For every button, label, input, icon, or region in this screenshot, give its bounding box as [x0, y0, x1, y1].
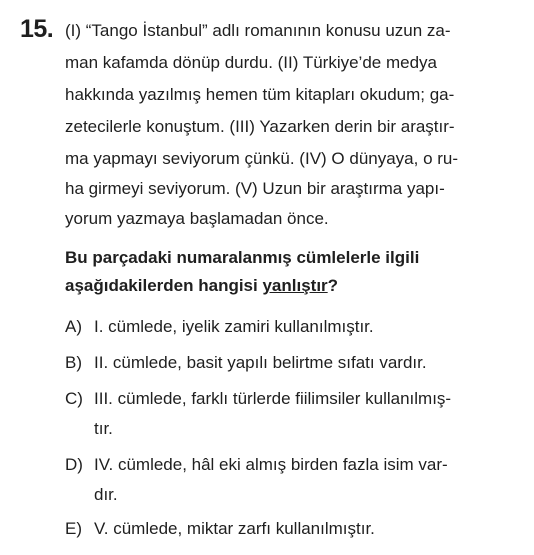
option-d-text[interactable]: IV. cümlede, hâl eki almış birden fazla isim var-: [94, 455, 448, 474]
passage-line: yorum yazmaya başlamadan önce.: [65, 209, 329, 228]
option-b-letter[interactable]: B): [65, 353, 82, 372]
passage-line: ma yapmayı seviyorum çünkü. (IV) O dünyaya, o ru-: [65, 149, 459, 168]
option-b-text[interactable]: II. cümlede, basit yapılı belirtme sıfatı vardır.: [94, 353, 427, 372]
option-a-text[interactable]: I. cümlede, iyelik zamiri kullanılmıştır.: [94, 317, 374, 336]
option-c-letter[interactable]: C): [65, 389, 83, 408]
option-d-letter[interactable]: D): [65, 455, 83, 474]
option-c-text-cont[interactable]: tır.: [94, 419, 113, 438]
option-c-text[interactable]: III. cümlede, farklı türlerde fiilimsiler kullanılmış-: [94, 389, 452, 408]
passage-line: zetecilerle konuştum. (III) Yazarken derin bir araştır-: [65, 117, 455, 136]
option-d-text-cont[interactable]: dır.: [94, 485, 118, 504]
question-line: [65, 275, 338, 297]
question-text: aşağıdakilerden hangisi: [65, 276, 263, 295]
underlined-keyword: yanlıştır: [262, 276, 328, 295]
passage-line: hakkında yazılmış hemen tüm kitapları okudum; ga-: [65, 85, 455, 104]
option-a-letter[interactable]: A): [65, 317, 82, 336]
question-line: Bu parçadaki numaralanmış cümlelerle ilgili: [65, 248, 420, 267]
passage-line: man kafamda dönüp durdu. (II) Türkiye’de medya: [65, 53, 437, 72]
option-e-letter[interactable]: E): [65, 519, 82, 538]
question-number: 15.: [20, 15, 54, 43]
question-mark: ?: [327, 276, 339, 295]
passage-line: ha girmeyi seviyorum. (V) Uzun bir araştırma yapı-: [65, 179, 445, 198]
option-e-text[interactable]: V. cümlede, miktar zarfı kullanılmıştır.: [94, 519, 375, 538]
passage-line: (I) “Tango İstanbul” adlı romanının konusu uzun za-: [65, 21, 451, 40]
